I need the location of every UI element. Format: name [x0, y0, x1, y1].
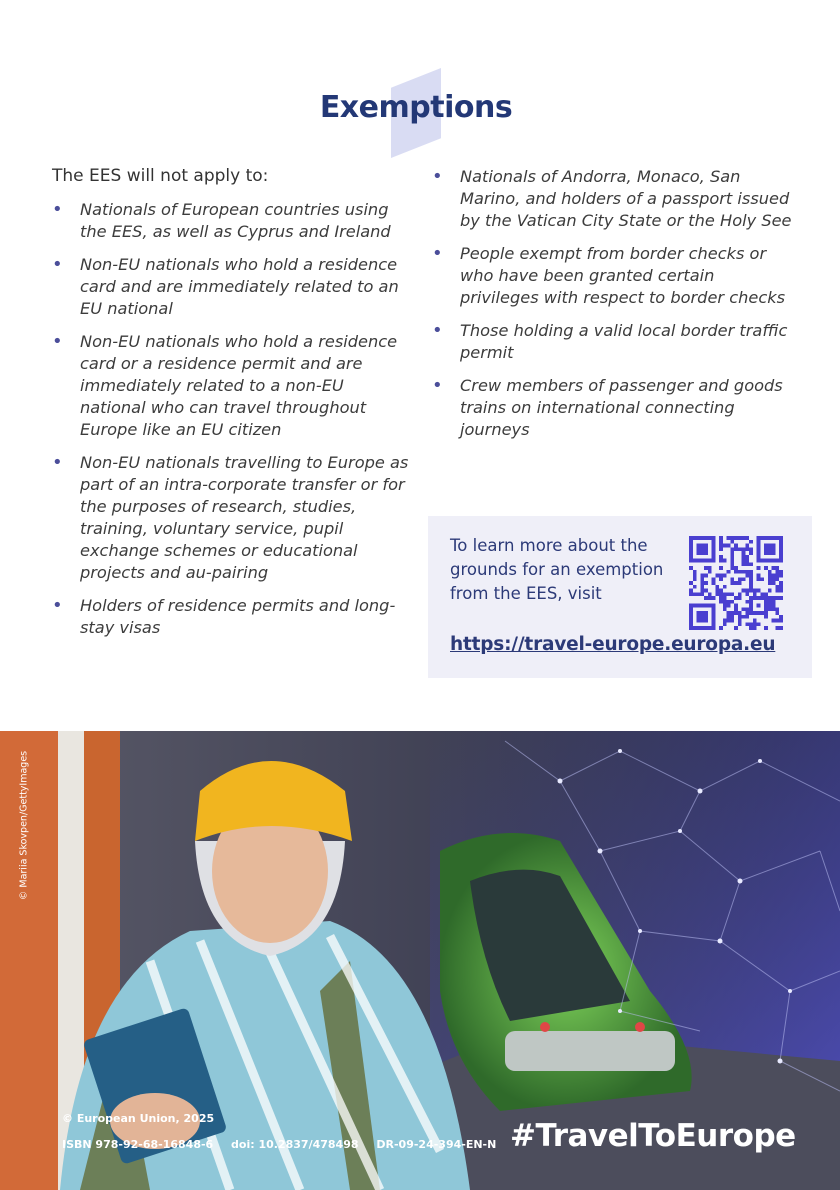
list-item: • Nationals of European countries using the EES, as well as Cyprus and Ireland — [52, 199, 412, 243]
list-item: • Crew members of passenger and goods trains on international connecting journeys — [432, 375, 792, 441]
list-item: • Nationals of Andorra, Monaco, San Marino, and holders of a passport issued by the Vatican City State or the Holy See — [432, 166, 792, 232]
travel-europe-link[interactable]: https://travel-europe.europa.eu — [450, 634, 776, 655]
title-block — [0, 64, 840, 164]
list-item: • Non-EU nationals travelling to Europe as part of an intra-corporate transfer or for the purposes of research, studies, training, voluntary service, pupil exchange schemes or educational projects and au-pairing — [52, 452, 412, 584]
isbn: ISBN 978-92-68-16848-6 — [62, 1138, 214, 1151]
exemption-list-left — [52, 199, 412, 650]
list-item: • People exempt from border checks or who have been granted certain privileges with respect to border checks — [432, 243, 792, 309]
list-item: • Non-EU nationals who hold a residence card or a residence permit and are immediately related to a non-EU national who can travel throughout Europe like an EU citizen — [52, 331, 412, 441]
page-title: Exemptions — [319, 90, 513, 125]
intro-text: The EES will not apply to: — [52, 166, 269, 186]
qr-code-icon[interactable] — [689, 536, 783, 630]
info-text: To learn more about the grounds for an exemption from the EES, visit — [450, 536, 664, 603]
list-item: • Holders of residence permits and long-stay visas — [52, 595, 412, 639]
copyright: © European Union, 2025 — [62, 1112, 215, 1125]
info-box — [428, 516, 812, 678]
doi: doi: 10.2837/478498 — [231, 1138, 359, 1151]
list-item: • Non-EU nationals who hold a residence card and are immediately related to an EU national — [52, 254, 412, 320]
exemption-list-right — [432, 166, 792, 452]
photo-credit-text: © Mariia Skovpen/GettyImages — [18, 750, 30, 901]
catalogue-number: DR-09-24-394-EN-N — [376, 1138, 497, 1151]
photo-credit — [12, 730, 32, 930]
list-item: • Those holding a valid local border traffic permit — [432, 320, 792, 364]
publication-ids — [62, 1138, 510, 1151]
hashtag: #TravelToEurope — [510, 1118, 796, 1154]
